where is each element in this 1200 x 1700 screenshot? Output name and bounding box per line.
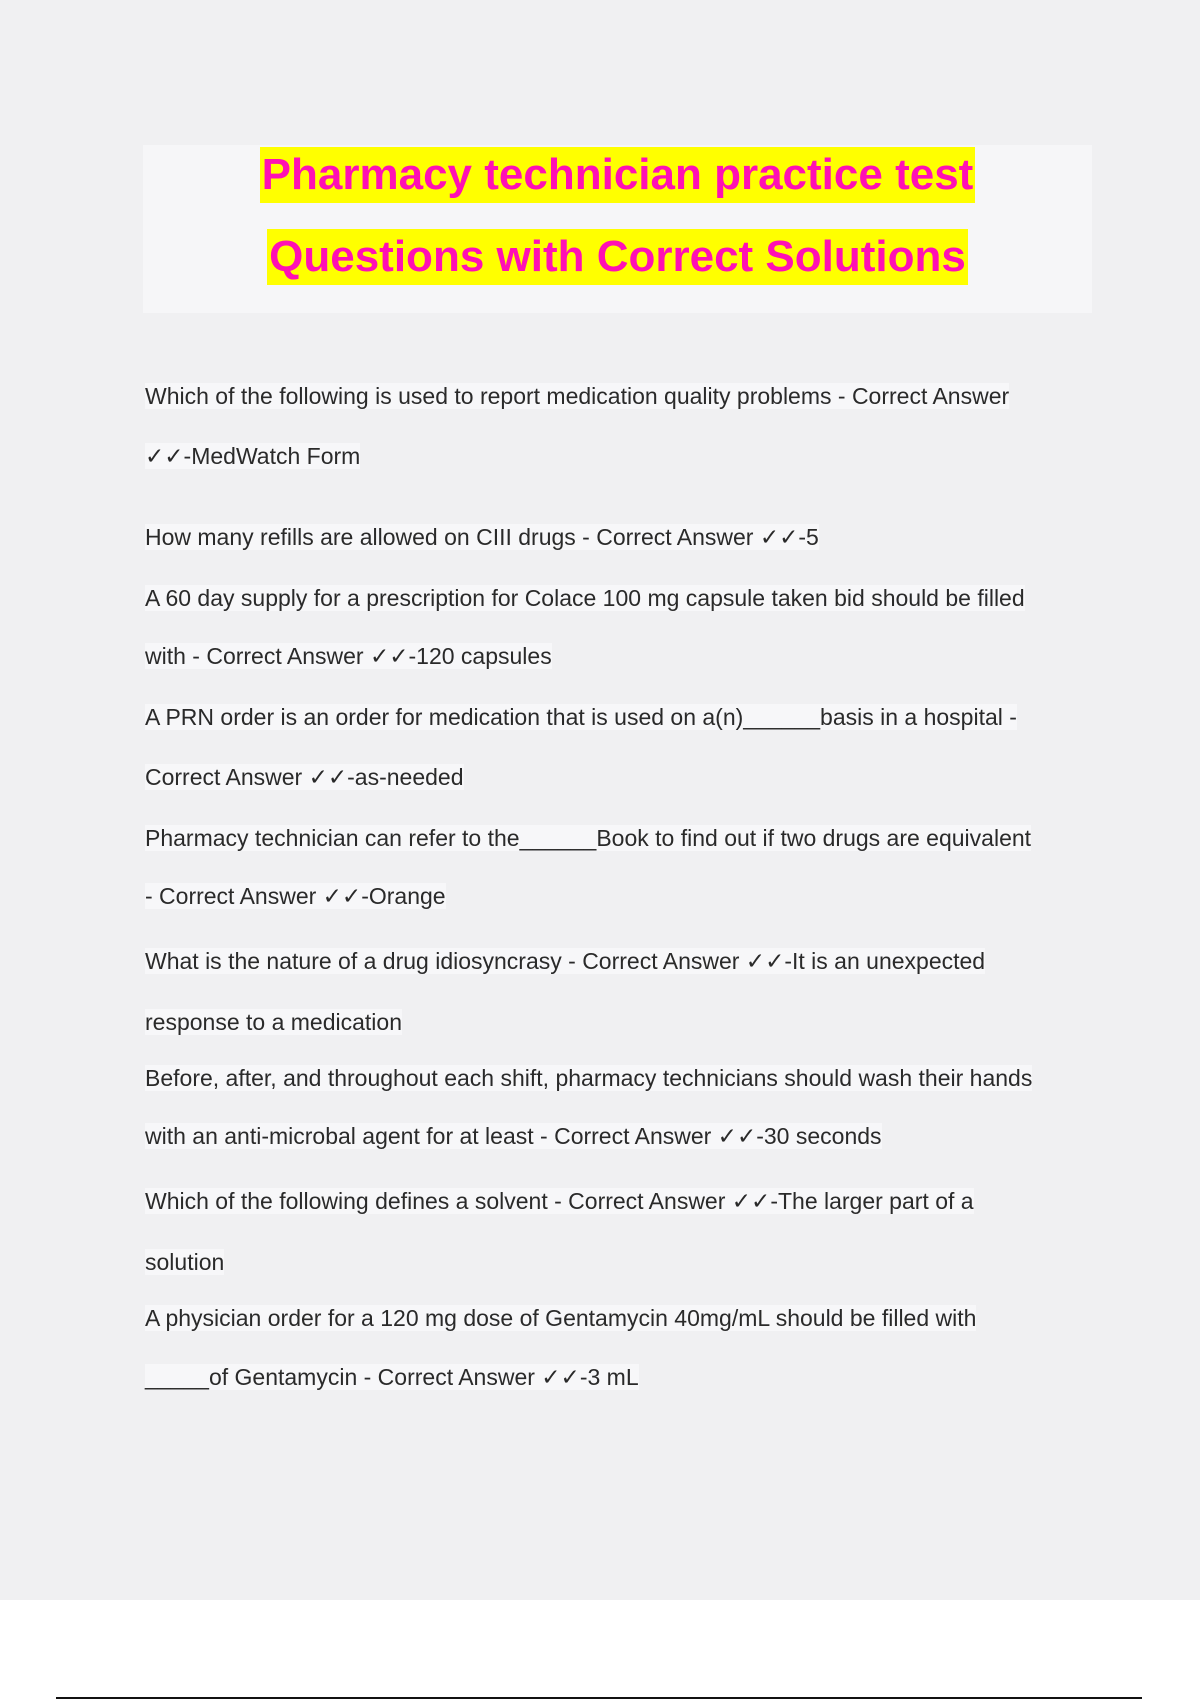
text-line: solution — [145, 1249, 225, 1275]
text-line: Correct Answer ✓✓-as-needed — [145, 764, 464, 790]
text-line: Pharmacy technician can refer to the______Book to find out if two drugs are equivalent — [145, 825, 1032, 851]
text-line: with an anti-microbal agent for at least - Correct Answer ✓✓-30 seconds — [145, 1123, 882, 1149]
text-line: Before, after, and throughout each shift, pharmacy technicians should wash their hands — [145, 1065, 1033, 1091]
text-line: response to a medication — [145, 1009, 402, 1035]
text-line: A PRN order is an order for medication that is used on a(n)______basis in a hospital - — [145, 704, 1017, 730]
document-title-line-2: Questions with Correct Solutions — [267, 229, 968, 285]
title-line-1-wrap — [143, 147, 1092, 203]
text-line: - Correct Answer ✓✓-Orange — [145, 883, 446, 909]
text-line: Which of the following is used to report medication quality problems - Correct Answer — [145, 383, 1010, 409]
text-line: ✓✓-MedWatch Form — [145, 443, 361, 469]
footer-divider — [56, 1697, 1142, 1699]
text-line: A 60 day supply for a prescription for Colace 100 mg capsule taken bid should be filled — [145, 585, 1025, 611]
text-line: _____of Gentamycin - Correct Answer ✓✓-3 mL — [145, 1364, 639, 1390]
text-line: with - Correct Answer ✓✓-120 capsules — [145, 643, 552, 669]
text-line: Which of the following defines a solvent - Correct Answer ✓✓-The larger part of a — [145, 1188, 974, 1214]
text-line: What is the nature of a drug idiosyncrasy - Correct Answer ✓✓-It is an unexpected — [145, 948, 986, 974]
document-title-line-1: Pharmacy technician practice test — [260, 147, 976, 203]
text-line: A physician order for a 120 mg dose of Gentamycin 40mg/mL should be filled with — [145, 1305, 977, 1331]
title-box — [143, 145, 1092, 313]
text-line: How many refills are allowed on CIII drugs - Correct Answer ✓✓-5 — [145, 524, 819, 550]
title-line-2-wrap — [143, 229, 1092, 285]
